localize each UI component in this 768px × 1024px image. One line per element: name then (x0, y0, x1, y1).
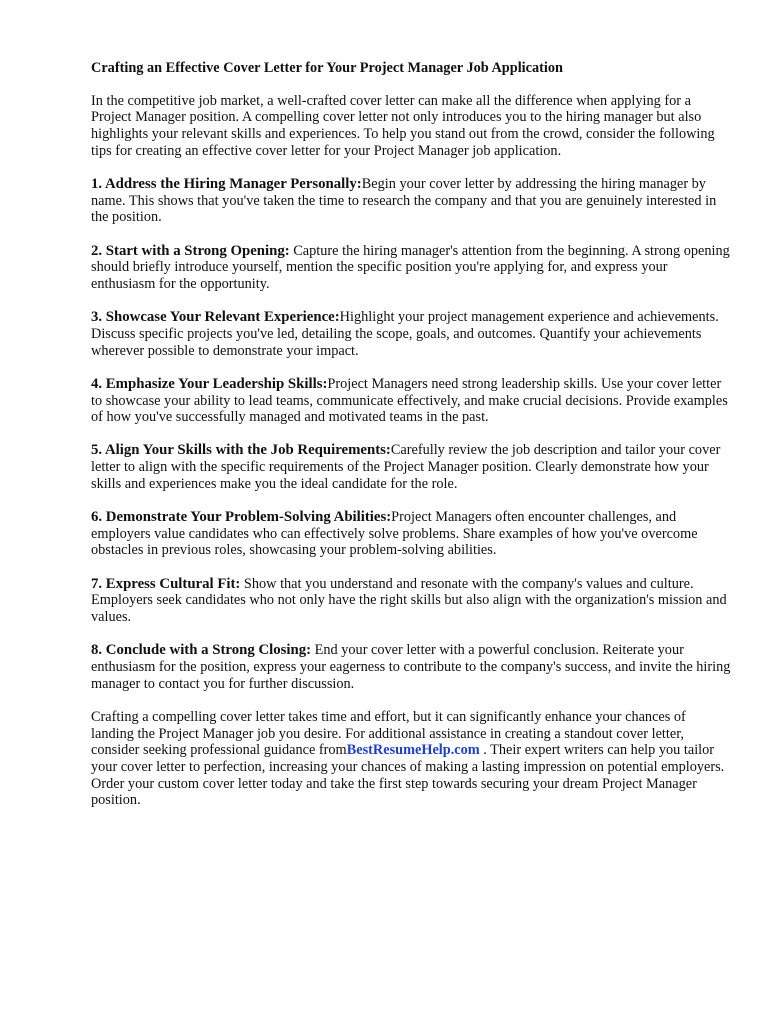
tip-4-body: Project Managers need strong leadership skills. Use your cover letter to showcase your ability to lead teams, communicate effectively, and make crucial decisions. Provide examples of how you've successfully managed and motivated teams in the past. (91, 375, 728, 426)
tip-7 (91, 576, 731, 626)
closing-text-before-link: Crafting a compelling cover letter takes time and effort, but it can significantly enhance your chances of landing the Project Manager job you desire. For additional assistance in creating a standout cover letter, consider seeking professional guidance from (91, 708, 686, 759)
tip-2-heading: 2. Start with a Strong Opening: (91, 242, 290, 259)
tip-1-body: Begin your cover letter by addressing the hiring manager by name. This shows that you've taken the time to research the company and that you are genuinely interested in the position. (91, 176, 717, 226)
tip-8-body: End your cover letter with a powerful conclusion. Reiterate your enthusiasm for the position, express your eagerness to contribute to the company's success, and invite the hiring manager to contact you for further discussion. (91, 642, 731, 692)
tip-4 (91, 376, 731, 426)
tip-1 (91, 176, 731, 226)
tip-3-body: Highlight your project management experience and achievements. Discuss specific projects you've led, detailing the scope, goals, and outcomes. Quantify your achievements wherever possible to demonstrate your impact. (91, 309, 719, 359)
tip-8-heading: 8. Conclude with a Strong Closing: (91, 642, 312, 659)
tip-5-heading: 5. Align Your Skills with the Job Requirements: (91, 442, 391, 459)
tip-5 (91, 442, 731, 492)
tip-6-body: Project Managers often encounter challenges, and employers value candidates who can effectively solve problems. Share examples of how you've overcome obstacles in previous roles, showcasing your problem-solving abilities. (91, 509, 698, 559)
document-title: Crafting an Effective Cover Letter for Your Project Manager Job Application (91, 60, 563, 76)
tip-2 (91, 243, 731, 293)
tip-4-heading: 4. Emphasize Your Leadership Skills: (91, 375, 328, 392)
tip-3 (91, 309, 731, 359)
intro-paragraph: In the competitive job market, a well-crafted cover letter can make all the difference when applying for a Project Manager position. A compelling cover letter not only introduces you to the hiring manager but also highlights your relevant skills and experiences. To help you stand out from the crowd, consider the following tips for creating an effective cover letter for your Project Manager job application. (91, 92, 715, 159)
tip-6-heading: 6. Demonstrate Your Problem-Solving Abilities: (91, 509, 392, 526)
tip-7-heading: 7. Express Cultural Fit: (91, 575, 241, 592)
closing-paragraph (91, 709, 731, 809)
closing-text-after-link: . Their expert writers can help you tailor your cover letter to perfection, increasing your chances of making a lasting impression on potential employers. Order your custom cover letter today and take the first step towards securing your dream Project Manager position. (91, 742, 725, 809)
tip-6 (91, 509, 731, 559)
document-page (91, 60, 731, 826)
tip-5-body: Carefully review the job description and tailor your cover letter to align with the specific requirements of the Project Manager position. Clearly demonstrate how your skills and experiences make you the ideal candidate for the role. (91, 442, 721, 492)
tip-8 (91, 642, 731, 692)
bestresumehelp-link[interactable]: BestResumeHelp.com (346, 742, 480, 759)
tip-2-body: Capture the hiring manager's attention from the beginning. A strong opening should briefly introduce yourself, mention the specific position you're applying for, and express your enthusiasm for the opportunity. (91, 242, 730, 293)
tip-7-body: Show that you understand and resonate with the company's values and culture. Employers seek candidates who not only have the right skills but also align with the organization's mission and values. (91, 575, 727, 626)
tip-3-heading: 3. Showcase Your Relevant Experience: (91, 309, 340, 326)
tip-1-heading: 1. Address the Hiring Manager Personally: (91, 176, 362, 193)
